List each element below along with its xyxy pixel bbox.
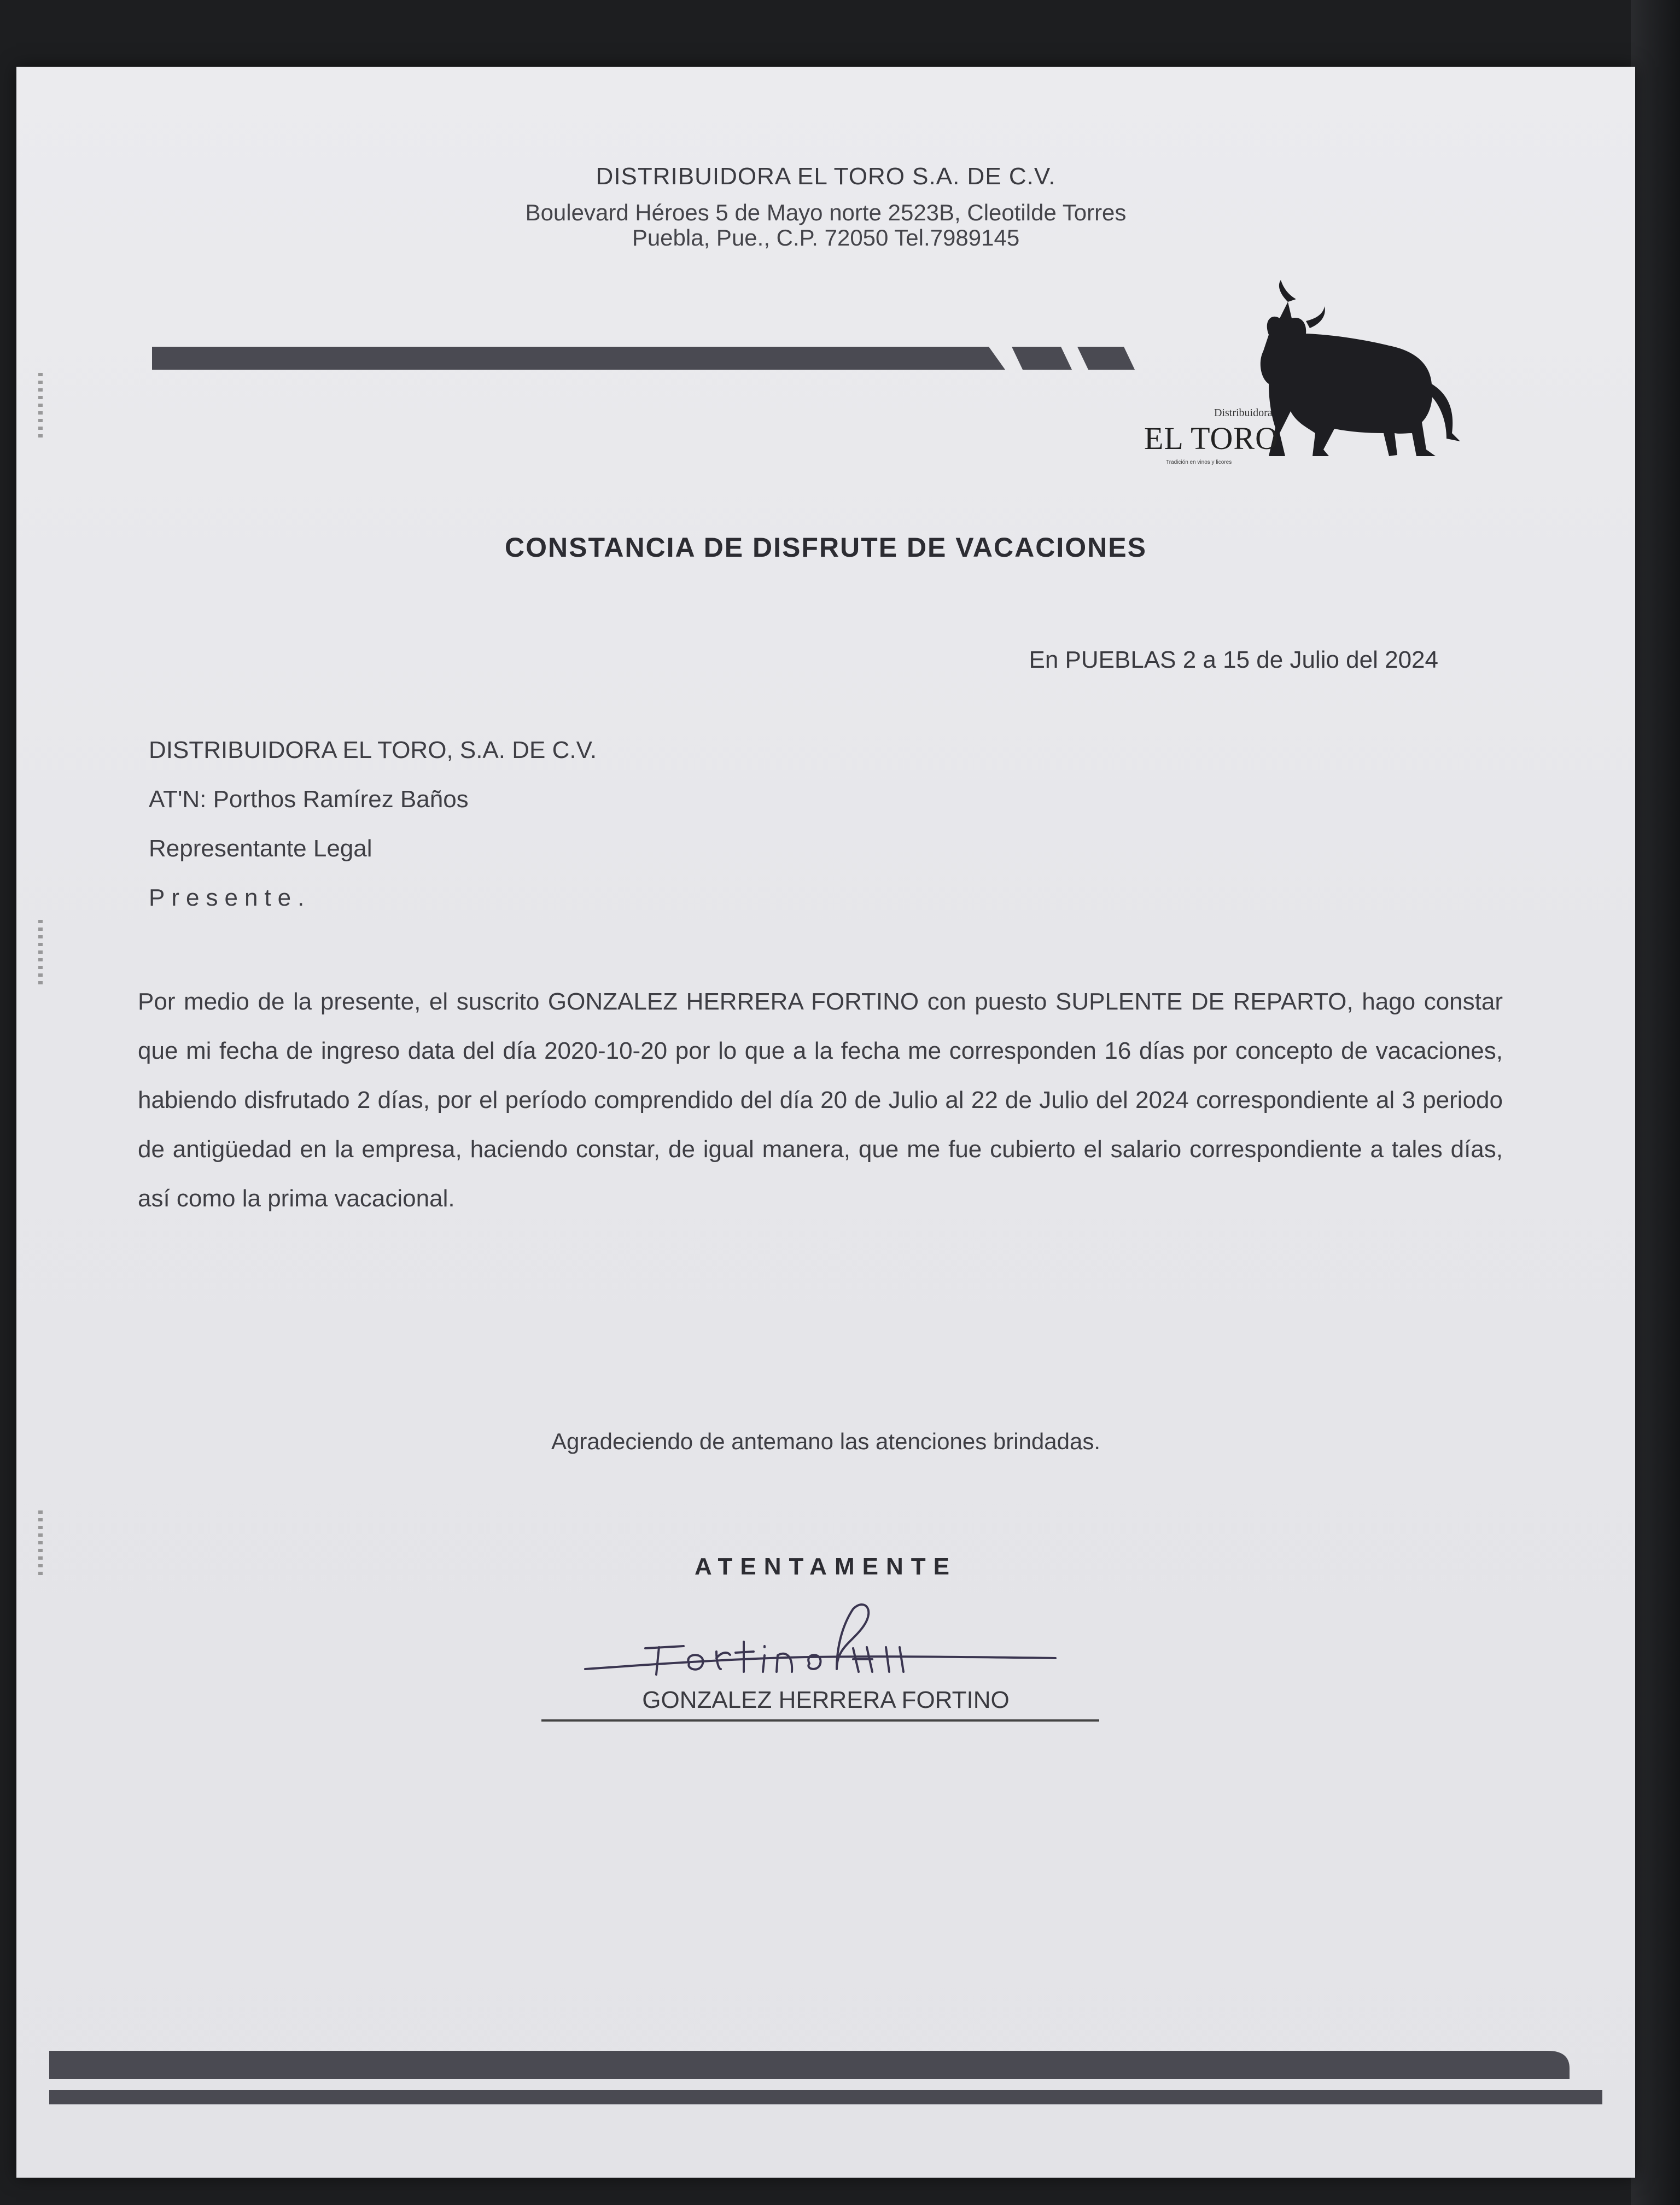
recipient-role: Representante Legal bbox=[149, 835, 372, 862]
company-logo bbox=[1132, 269, 1466, 504]
closing-line: Agradeciendo de antemano las atenciones brindadas. bbox=[551, 1428, 1101, 1454]
document-page bbox=[16, 67, 1635, 2178]
logo-small-text: Distribuidora bbox=[1214, 407, 1273, 419]
salutation: ATENTAMENTE bbox=[695, 1553, 957, 1580]
header-decorative-bar bbox=[152, 345, 1005, 372]
signer-name: GONZALEZ HERRERA FORTINO bbox=[642, 1687, 1010, 1713]
handwritten-signature bbox=[580, 1587, 1061, 1696]
footer-decorative-bars bbox=[49, 2046, 1602, 2112]
letterhead-address bbox=[16, 200, 1635, 250]
margin-mark bbox=[38, 920, 43, 985]
header-bar-chevrons bbox=[1001, 345, 1143, 372]
recipient-company: DISTRIBUIDORA EL TORO, S.A. DE C.V. bbox=[149, 737, 597, 763]
recipient-presente: Presente. bbox=[149, 884, 311, 911]
recipient-attn: AT'N: Porthos Ramírez Baños bbox=[149, 786, 469, 813]
letterhead-company-name: DISTRIBUIDORA EL TORO S.A. DE C.V. bbox=[596, 163, 1056, 190]
logo-brand: EL TORO bbox=[1144, 421, 1279, 456]
body-paragraph: Por medio de la presente, el suscrito GONZALEZ HERRERA FORTINO con puesto SUPLENTE DE REPARTO, hago constar que mi fecha de ingreso data del día 2020-10-20 por lo que a la fecha me corresponden 16 días por concepto de vacaciones, habiendo disfrutado 2 días, por el período comprendido del día 20 de Julio al 22 de Julio del 2024 correspondiente al 3 periodo de antigüedad en la empresa, haciendo constar, de igual manera, que me fue cubierto el salario correspondiente a tales días, así como la prima vacacional. bbox=[138, 988, 1503, 1212]
document-title: CONSTANCIA DE DISFRUTE DE VACACIONES bbox=[505, 532, 1147, 563]
bull-icon bbox=[1132, 269, 1466, 504]
signature-line bbox=[541, 1719, 1099, 1722]
logo-tagline: Tradición en vinos y licores bbox=[1166, 459, 1232, 465]
address-line: Puebla, Pue., C.P. 72050 Tel.7989145 bbox=[632, 225, 1020, 250]
address-line: Boulevard Héroes 5 de Mayo norte 2523B, Cleotilde Torres bbox=[525, 200, 1127, 225]
background-surface bbox=[1631, 0, 1680, 2205]
margin-mark bbox=[38, 373, 43, 439]
place-and-date: En PUEBLAS 2 a 15 de Julio del 2024 bbox=[1029, 646, 1438, 673]
recipient-block bbox=[149, 726, 597, 923]
